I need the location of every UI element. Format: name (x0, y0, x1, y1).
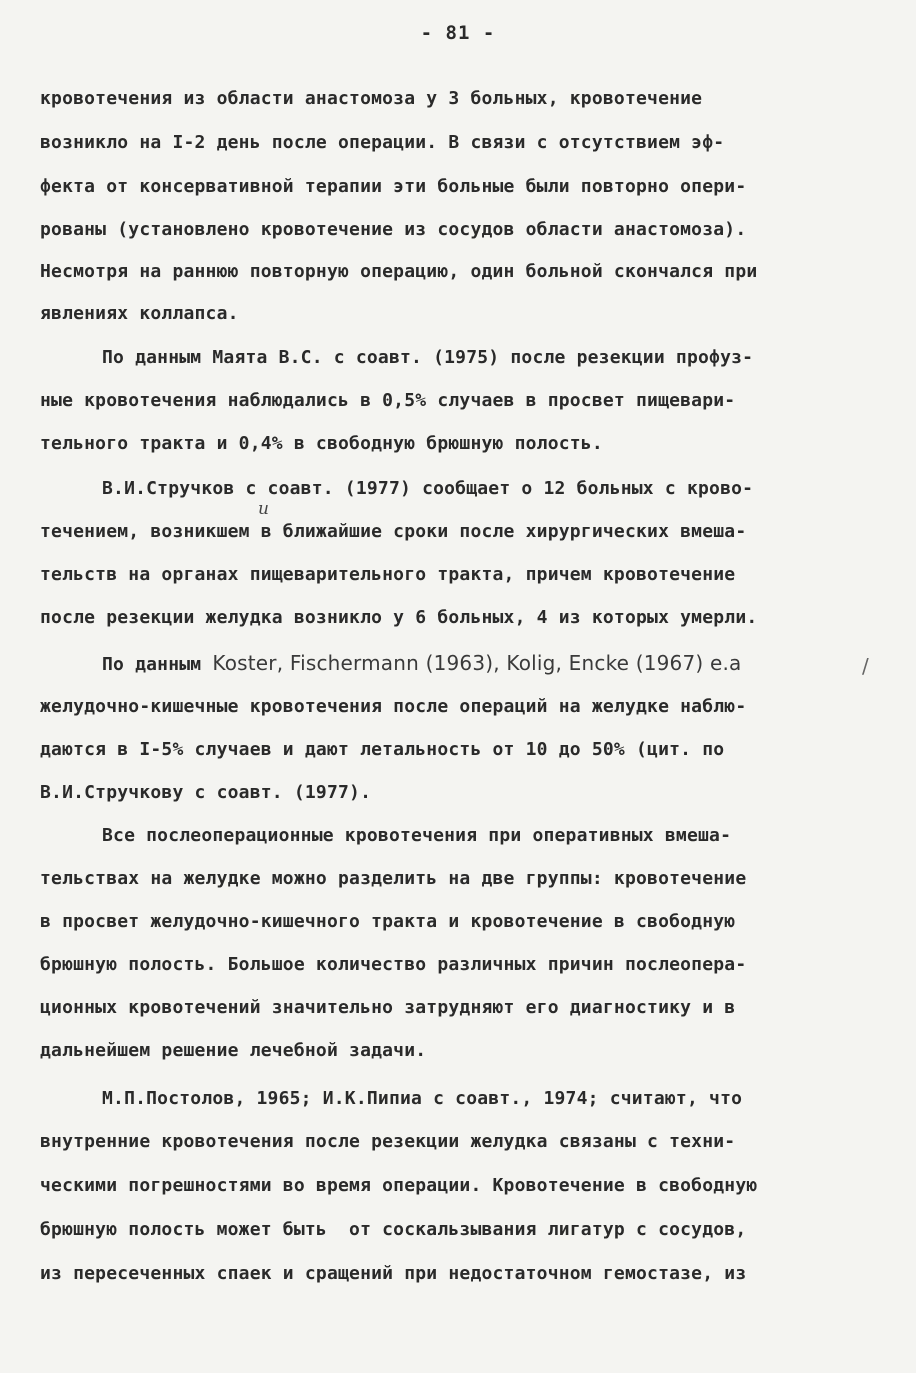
text-line: из пересеченных спаек и сращений при недостаточном гемостазе, из (40, 1263, 747, 1284)
text-line: брюшную полость. Большое количество различных причин послеопера- (40, 954, 747, 975)
handwritten-slash: / (862, 654, 869, 678)
text-line: возникло на I-2 день после операции. В связи с отсутствием эф- (40, 132, 725, 153)
handwritten-insert: Koster, Fischermann (1963), Kolig, Encke (1967) e.a (212, 651, 742, 675)
text-line: В.И.Стручкову с соавт. (1977). (40, 782, 372, 803)
text-line: кровотечения из области анастомоза у 3 больных, кровотечение (40, 88, 703, 109)
text-line: Несмотря на раннюю повторную операцию, один больной скончался при (40, 261, 758, 282)
text-line: даются в I-5% случаев и дают летальность от 10 до 50% (цит. по (40, 739, 725, 760)
text-line: Все послеоперационные кровотечения при оперативных вмеша- (102, 825, 732, 846)
text-line: ческими погрешностями во время операции. Кровотечение в свободную (40, 1175, 758, 1196)
text-line: в просвет желудочно-кишечного тракта и кровотечение в свободную (40, 911, 736, 932)
text-line: явлениях коллапса. (40, 303, 239, 324)
text-fragment: По данным (102, 654, 202, 675)
text-line: после резекции желудка возникло у 6 больных, 4 из которых умерли. (40, 607, 758, 628)
text-line: дальнейшем решение лечебной задачи. (40, 1040, 427, 1061)
text-line: тельств на органах пищеварительного тракта, причем кровотечение (40, 564, 736, 585)
text-line: течением, возникшем в ближайшие сроки после хирургических вмеша- (40, 521, 747, 542)
text-line: ные кровотечения наблюдались в 0,5% случаев в просвет пищевари- (40, 390, 736, 411)
text-line: В.И.Стручков с соавт. (1977) сообщает о 12 больных с крово- (102, 478, 754, 499)
text-line: фекта от консервативной терапии эти больные были повторно опери- (40, 176, 747, 197)
text-line: тельствах на желудке можно разделить на две группы: кровотечение (40, 868, 747, 889)
text-line: брюшную полость может быть от соскальзывания лигатур с сосудов, (40, 1219, 747, 1240)
page-number: - 81 - (420, 22, 496, 44)
handwritten-correction: и (258, 499, 269, 519)
text-line: По данным Маята В.С. с соавт. (1975) после резекции профуз- (102, 347, 754, 368)
text-line: рованы (установлено кровотечение из сосудов области анастомоза). (40, 219, 747, 240)
text-line: ционных кровотечений значительно затрудняют его диагностику и в (40, 997, 736, 1018)
text-line: М.П.Постолов, 1965; И.К.Пипиа с соавт., 1974; считают, что (102, 1088, 743, 1109)
text-line (102, 652, 742, 676)
text-line: желудочно-кишечные кровотечения после операций на желудке наблю- (40, 696, 747, 717)
text-line: тельного тракта и 0,4% в свободную брюшную полость. (40, 433, 603, 454)
text-line: внутренние кровотечения после резекции желудка связаны с техни- (40, 1131, 736, 1152)
